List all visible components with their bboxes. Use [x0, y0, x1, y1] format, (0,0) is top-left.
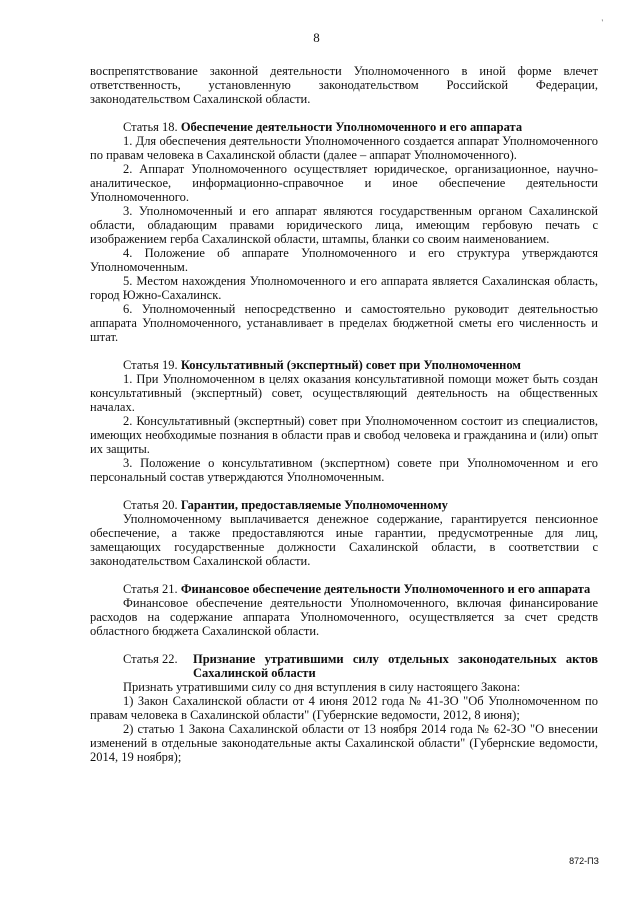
- article-22-number: Статья 22.: [123, 652, 178, 666]
- article-22-para: 2) статью 1 Закона Сахалинской области от 13 ноября 2014 года № 62-ЗО "О внесении изменений в отдельные законодательные акты Сахалинской области" (Губернские ведомости, 2014, 19 ноября);: [90, 722, 598, 764]
- article-18-title: Обеспечение деятельности Уполномоченного и его аппарата: [180, 120, 523, 134]
- page-number: 8: [313, 30, 320, 45]
- article-19-heading: [90, 358, 598, 372]
- article-18-para: 5. Местом нахождения Уполномоченного и его аппарата является Сахалинская область, город Южно-Сахалинск.: [90, 274, 598, 302]
- article-22-title: Признание утратившими силу отдельных законодательных актов Сахалинской области: [193, 652, 598, 680]
- article-20-para: Уполномоченному выплачивается денежное содержание, гарантируется пенсионное обеспечение, а также предоставляются иные гарантии, предусмотренные для лиц, замещающих государственные должности Сахалинской области, в соответствии с законодательством Сахалинской области.: [90, 512, 598, 568]
- article-18-para: 6. Уполномоченный непосредственно и самостоятельно руководит деятельностью аппарата Уполномоченного, устанавливает в пределах бюджетной сметы его численность и штат.: [90, 302, 598, 344]
- article-18-para: 2. Аппарат Уполномоченного осуществляет юридическое, организационное, научно-аналитическое, информационно-справочное и иное обеспечение деятельности Уполномоченного.: [90, 162, 598, 204]
- article-22-para: Признать утратившими силу со дня вступления в силу настоящего Закона:: [123, 680, 521, 694]
- article-18-para: 3. Уполномоченный и его аппарат являются государственным органом Сахалинской области, обладающим правами юридического лица, имеющим гербовую печать с изображением герба Сахалинской области, штампы, бланки со своим наименованием.: [90, 204, 598, 246]
- article-21-number: Статья 21.: [123, 582, 178, 596]
- article-19-title: Консультативный (экспертный) совет при Уполномоченном: [180, 358, 521, 372]
- article-20-number: Статья 20.: [123, 498, 178, 512]
- article-22-para: 1) Закон Сахалинской области от 4 июня 2012 года № 41-ЗО "Об Уполномоченном по правам человека в Сахалинской области" (Губернские ведомости, 2012, 8 июня);: [90, 694, 598, 722]
- intro-paragraph: воспрепятствование законной деятельности Уполномоченного в иной форме влечет ответственность, установленную законодательством Российской Федерации, законодательством Сахалинской области.: [90, 64, 598, 106]
- corner-mark: ': [601, 18, 603, 27]
- article-19-number: Статья 19.: [123, 358, 178, 372]
- article-21-heading: [90, 582, 598, 596]
- article-22-heading: [90, 652, 598, 680]
- article-18-para: 1. Для обеспечения деятельности Уполномоченного создается аппарат Уполномоченного по правам человека в Сахалинской области (далее – аппарат Уполномоченного).: [90, 134, 598, 162]
- article-20-heading: [90, 498, 598, 512]
- article-18-heading: [90, 120, 598, 134]
- article-18-number: Статья 18.: [123, 120, 178, 134]
- article-19-para: 3. Положение о консультативном (экспертном) совете при Уполномоченном и его персональный состав утверждаются Уполномоченным.: [90, 456, 598, 484]
- document-body: [90, 64, 598, 764]
- article-19-para: 2. Консультативный (экспертный) совет при Уполномоченном состоит из специалистов, имеющих необходимые познания в области прав и свобод человека и гражданина и (или) опыт их защиты.: [90, 414, 598, 456]
- article-20-title: Гарантии, предоставляемые Уполномоченному: [180, 498, 448, 512]
- document-code: 872-ПЗ: [569, 856, 599, 866]
- article-18-para: 4. Положение об аппарате Уполномоченного и его структура утверждаются Уполномоченным.: [90, 246, 598, 274]
- article-21-title: Финансовое обеспечение деятельности Уполномоченного и его аппарата: [180, 582, 591, 596]
- article-19-para: 1. При Уполномоченном в целях оказания консультативной помощи может быть создан консультативный (экспертный) совет, осуществляющий деятельность на общественных началах.: [90, 372, 598, 414]
- article-21-para: Финансовое обеспечение деятельности Уполномоченного, включая финансирование расходов на содержание аппарата Уполномоченного, осуществляется за счет средств областного бюджета Сахалинской области.: [90, 596, 598, 638]
